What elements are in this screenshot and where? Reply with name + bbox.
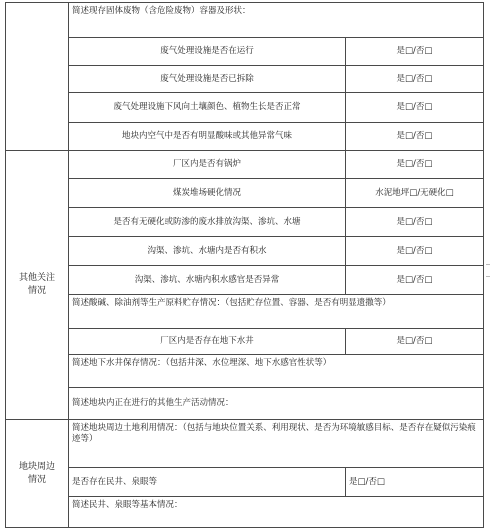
gas-question-text: 废气处理设施是否在运行 [160, 46, 254, 56]
acid-storage-label: 简述酸碱、除油剂等生产原料贮存情况：（包括贮存位置、容器、是否有明显遗撒等） [72, 298, 391, 308]
gas-answer-text: 是□/否□ [396, 102, 433, 112]
landuse-description[interactable] [68, 419, 484, 468]
gas-question-text: 废气处理设施下风向土壤颜色、植物生长是否正常 [113, 102, 301, 112]
groundwater-label: 简述地下水井保存情况：（包括井深、水位埋深、地下水感官性状等） [72, 358, 332, 368]
other-answer-text: 是□/否□ [396, 216, 433, 227]
gas-question-text: 废气处理设施是否已拆除 [160, 73, 254, 84]
other-answer-cell[interactable] [345, 150, 484, 179]
waste-storage-description[interactable] [68, 2, 484, 38]
other-answer-cell[interactable] [345, 178, 484, 208]
wells-description[interactable] [68, 496, 484, 528]
well-answer-text: 是□/否□ [396, 336, 433, 346]
landuse-label: 简述地块周边土地利用情况：（包括与地块位置关系、利用现状、是否为环境敏感目标、是否存在疑似污染痕迹等） [72, 423, 476, 444]
well-question-cell [68, 328, 346, 355]
other-question-text: 是否有无硬化或防渗的废水排放沟渠、渗坑、水塘 [113, 216, 301, 227]
other-answer-cell[interactable] [345, 207, 484, 237]
residential-well-question-cell [68, 467, 346, 497]
site-inspection-table [5, 2, 484, 528]
category-label-line: 地块周边 [18, 461, 55, 472]
other-question-text: 沟渠、渗坑、水塘内积水感官是否异常 [134, 274, 280, 285]
gas-question-cell [68, 37, 346, 66]
residential-well-question-text: 是否存在民井、泉眼等 [72, 476, 158, 487]
other-question-text: 厂区内是否有锅炉 [172, 159, 241, 169]
gas-answer-cell[interactable] [345, 65, 484, 93]
acid-storage-description[interactable] [68, 294, 484, 329]
category-cell-blank [5, 2, 69, 151]
category-label-line: 情况 [27, 474, 46, 485]
wells-label: 简述民井、泉眼等基本情况： [72, 500, 183, 510]
gas-answer-cell[interactable] [345, 122, 484, 151]
gas-question-cell [68, 122, 346, 151]
other-answer-cell[interactable] [345, 236, 484, 266]
category-label-line: 情况 [27, 286, 46, 296]
other-activity-label: 简述地块内正在进行的其他生产活动情况： [72, 398, 234, 408]
category-other-concerns [5, 150, 69, 420]
gas-answer-text: 是□/否□ [396, 73, 433, 84]
residential-well-answer-cell[interactable] [345, 467, 484, 497]
other-question-cell [68, 207, 346, 237]
gas-answer-text: 是□/否□ [396, 131, 433, 141]
other-answer-text: 是□/否□ [396, 159, 433, 169]
other-question-text: 煤炭堆场硬化情况 [172, 187, 241, 198]
other-answer-cell[interactable] [345, 265, 484, 295]
residential-well-answer-text: 是□/否□ [349, 476, 385, 487]
other-answer-text: 水泥地坪□/无硬化□ [375, 187, 454, 198]
other-question-cell [68, 150, 346, 179]
groundwater-description[interactable] [68, 354, 484, 388]
page-edge-mark [486, 264, 490, 265]
gas-answer-cell[interactable] [345, 37, 484, 66]
category-label-line: 其他关注 [18, 273, 55, 283]
gas-question-text: 地块内空气中是否有明显酸味或其他异常气味 [121, 131, 292, 141]
gas-answer-cell[interactable] [345, 92, 484, 123]
other-question-cell [68, 178, 346, 208]
page-edge-mark [486, 276, 490, 277]
other-activity-description[interactable] [68, 387, 484, 420]
gas-question-cell [68, 92, 346, 123]
other-answer-text: 是□/否□ [396, 274, 433, 285]
gas-answer-text: 是□/否□ [396, 46, 433, 56]
well-answer-cell[interactable] [345, 328, 484, 355]
other-answer-text: 是□/否□ [396, 245, 433, 256]
other-question-text: 沟渠、渗坑、水塘内是否有积水 [147, 245, 267, 256]
well-question-text: 厂区内是否存在地下水井 [160, 336, 254, 346]
waste-storage-label: 简述现存固体废物（含危险废物）容器及形状： [72, 6, 251, 16]
gas-question-cell [68, 65, 346, 93]
other-question-cell [68, 236, 346, 266]
category-surroundings [5, 419, 69, 528]
other-question-cell [68, 265, 346, 295]
